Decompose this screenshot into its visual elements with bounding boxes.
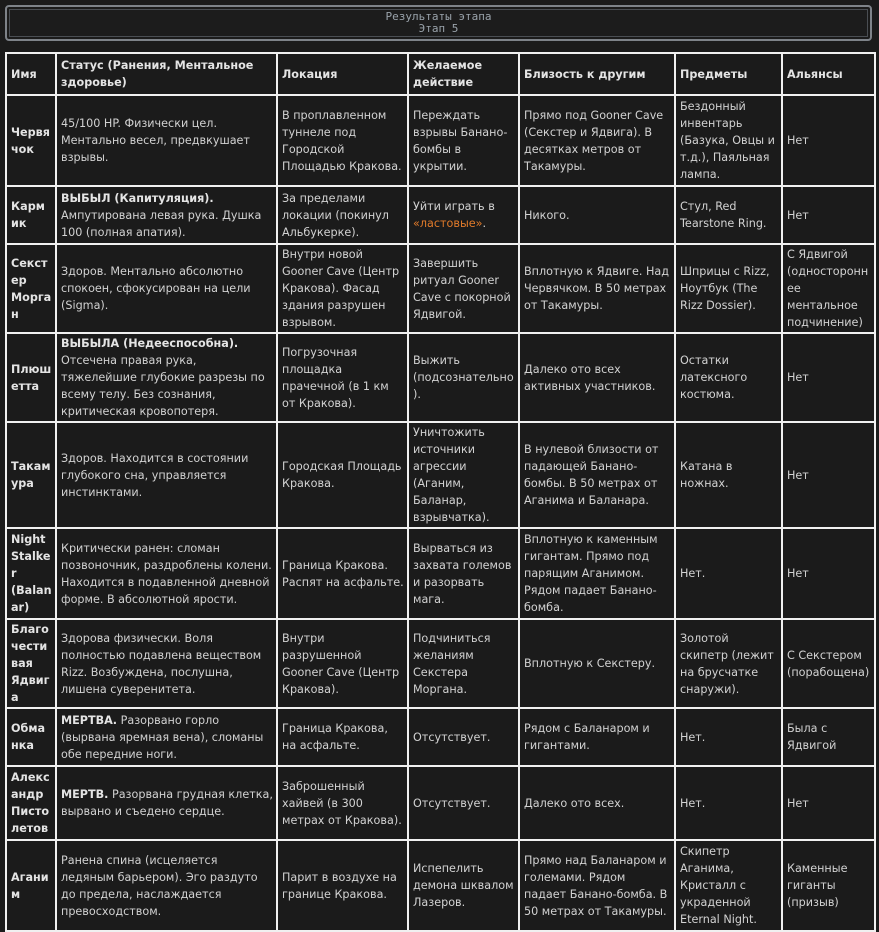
action-text-end: . [482, 217, 487, 230]
cell-alliances: Нет [782, 186, 875, 244]
cell-action [408, 619, 519, 708]
cell-proximity: Вплотную к каменным гигантам. Прямо под парящим Аганимом. Рядом падает Банано-бомба. [519, 528, 675, 619]
column-header-name: Имя [6, 53, 56, 95]
cell-name: Благочестивая Ядвига [6, 619, 56, 708]
table-row [6, 333, 875, 422]
status-text: Здоров. Находится в состоянии глубокого сна, управляется инстинктами. [61, 451, 249, 499]
cell-proximity: Вплотную к Ядвиге. Над Червячком. В 50 метрах от Такамуры. [519, 244, 675, 333]
status-text: Здоров. Ментально абсолютно спокоен, сфокусирован на цели (Sigma). [61, 265, 251, 312]
column-header-action: Желаемое действие [408, 53, 519, 95]
cell-items: Шприцы с Rizz, Ноутбук (The Rizz Dossier). [675, 244, 782, 333]
status-strong: ВЫБЫЛА (Недееспособна). [61, 337, 239, 350]
table-row [6, 528, 875, 619]
action-text: Уйти играть в [413, 200, 495, 213]
cell-status [56, 840, 277, 931]
header-title: Результаты этапа [385, 10, 492, 23]
cell-action [408, 186, 519, 244]
status-text: Критически ранен: сломан позвоночник, раздроблены колени. Находится в подавленной дневной форме. В абсолютной ярости. [61, 541, 272, 606]
cell-status [56, 244, 277, 333]
cell-status [56, 708, 277, 766]
action-text: Вырваться из захвата големов и разорвать мага. [413, 541, 512, 606]
cell-location: Заброшенный хайвей (в 300 метрах от Кракова). [277, 766, 408, 840]
cell-action [408, 708, 519, 766]
cell-action [408, 333, 519, 422]
table-row [6, 186, 875, 244]
cell-status [56, 422, 277, 528]
cell-location: Внутри новой Gooner Cave (Центр Кракова). Фасад здания разрушен взрывом. [277, 244, 408, 333]
cell-action [408, 840, 519, 931]
cell-proximity: Прямо под Gooner Cave (Секстер и Ядвига). В десятках метров от Такамуры. [519, 95, 675, 186]
cell-proximity: В нулевой близости от падающей Банано-бомбы. В 50 метрах от Аганима и Баланара. [519, 422, 675, 528]
cell-items: Бездонный инвентарь (Базука, Овцы и т.д.), Паяльная лампа. [675, 95, 782, 186]
cell-location: Городская Площадь Кракова. [277, 422, 408, 528]
cell-status [56, 528, 277, 619]
cell-items: Нет. [675, 708, 782, 766]
cell-action [408, 244, 519, 333]
action-text: Уничтожить источники агрессии (Аганим, Баланар, взрывчатка). [413, 426, 490, 524]
status-strong: МЕРТВА. [61, 713, 118, 727]
stage-results-header [5, 5, 872, 41]
cell-proximity: Далеко ото всех. [519, 766, 675, 840]
cell-status [56, 186, 277, 244]
cell-alliances: С Секстером (порабощена) [782, 619, 875, 708]
status-text: 45/100 HP. Физически цел. Ментально весел, предвкушает взрывы. [61, 117, 250, 164]
table-row [6, 422, 875, 528]
cell-location: Погрузочная площадка прачечной (в 1 км от Кракова). [277, 333, 408, 422]
cell-alliances: Нет [782, 528, 875, 619]
column-header-location: Локация [277, 53, 408, 95]
cell-status [56, 95, 277, 186]
cell-action [408, 95, 519, 186]
cell-proximity: Рядом с Баланаром и гигантами. [519, 708, 675, 766]
action-text: Отсутствует. [413, 730, 491, 744]
cell-items: Остатки латексного костюма. [675, 333, 782, 422]
status-strong: МЕРТВ. [61, 788, 109, 801]
action-text: Испепелить демона шквалом Лазеров. [413, 862, 514, 909]
cell-items: Нет. [675, 528, 782, 619]
cell-action [408, 766, 519, 840]
cell-alliances: С Ядвигой (одностороннее ментальное подчинение) [782, 244, 875, 333]
cell-alliances: Нет [782, 333, 875, 422]
table-row [6, 95, 875, 186]
cell-items: Катана в ножнах. [675, 422, 782, 528]
column-header-alliances: Альянсы [782, 53, 875, 95]
cell-alliances: Была с Ядвигой [782, 708, 875, 766]
cell-status [56, 619, 277, 708]
action-text: Отсутствует. [413, 796, 491, 810]
cell-name: Кармик [6, 186, 56, 244]
cell-proximity: Прямо над Баланаром и големами. Рядом падает Банано-бомба. В 50 метрах от Такамуры. [519, 840, 675, 931]
action-text: Подчиниться желаниям Секстера Моргана. [413, 631, 491, 696]
table-row [6, 766, 875, 840]
cell-location: Парит в воздухе на границе Кракова. [277, 840, 408, 931]
action-text: Выжить (подсознательно). [413, 354, 514, 401]
results-table [5, 52, 876, 932]
header-subtitle: Этап 5 [418, 22, 459, 35]
action-accent[interactable]: «ластовые» [413, 217, 483, 230]
cell-name: Александр Пистолетов [6, 766, 56, 840]
cell-alliances: Нет [782, 422, 875, 528]
table-row [6, 619, 875, 708]
cell-alliances: Каменные гиганты (призыв) [782, 840, 875, 931]
cell-action [408, 422, 519, 528]
cell-alliances: Нет [782, 766, 875, 840]
cell-location: В проплавленном туннеле под Городской Площадью Кракова. [277, 95, 408, 186]
cell-items: Нет. [675, 766, 782, 840]
cell-name: Секстер Морган [6, 244, 56, 333]
status-text: Ранена спина (исцеляется ледяным барьером). Эго раздуто до предела, наслаждается превосходством. [61, 853, 258, 918]
cell-alliances: Нет [782, 95, 875, 186]
cell-items: Золотой скипетр (лежит на брусчатке снаружи). [675, 619, 782, 708]
status-text: Разорвана грудная клетка, вырвано и съедено сердце. [61, 788, 273, 818]
table-row [6, 244, 875, 333]
cell-name: Аганим [6, 840, 56, 931]
cell-status [56, 333, 277, 422]
cell-location: За пределами локации (покинул Альбукерке). [277, 186, 408, 244]
table-header-row [6, 53, 875, 95]
cell-status [56, 766, 277, 840]
cell-location: Граница Кракова. Распят на асфальте. [277, 528, 408, 619]
cell-name: Плюшетта [6, 333, 56, 422]
cell-proximity: Никого. [519, 186, 675, 244]
cell-proximity: Вплотную к Секстеру. [519, 619, 675, 708]
column-header-status: Статус (Ранения, Ментальное здоровье) [56, 53, 277, 95]
cell-location: Внутри разрушенной Gooner Cave (Центр Кракова). [277, 619, 408, 708]
action-text: Завершить ритуал Gooner Cave с покорной Ядвигой. [413, 256, 511, 321]
column-header-proximity: Близость к другим [519, 53, 675, 95]
column-header-items: Предметы [675, 53, 782, 95]
cell-items: Скипетр Аганима, Кристалл с украденной Eternal Night. [675, 840, 782, 931]
cell-name: Червячок [6, 95, 56, 186]
status-text: Разорвано горло (вырвана яремная вена), сломаны обе передние ноги. [61, 713, 264, 761]
table-row [6, 708, 875, 766]
status-strong: ВЫБЫЛ (Капитуляция). [61, 191, 214, 205]
status-text: Отсечена правая рука, тяжелейшие глубокие разрезы по всему телу. Без сознания, критическая кровопотеря. [61, 354, 265, 418]
cell-action [408, 528, 519, 619]
cell-location: Граница Кракова, на асфальте. [277, 708, 408, 766]
cell-items: Стул, Red Tearstone Ring. [675, 186, 782, 244]
status-text: Ампутирована левая рука. Душка 100 (полная апатия). [61, 208, 262, 239]
cell-name: Такамура [6, 422, 56, 528]
status-text: Здорова физически. Воля полностью подавлена веществом Rizz. Возбуждена, послушна, лишена суверенитета. [61, 631, 262, 696]
cell-name: Обманка [6, 708, 56, 766]
cell-name: Night Stalker (Balanar) [6, 528, 56, 619]
action-text: Переждать взрывы Банано-бомбы в укрытии. [413, 108, 508, 173]
table-row [6, 840, 875, 931]
cell-proximity: Далеко ото всех активных участников. [519, 333, 675, 422]
